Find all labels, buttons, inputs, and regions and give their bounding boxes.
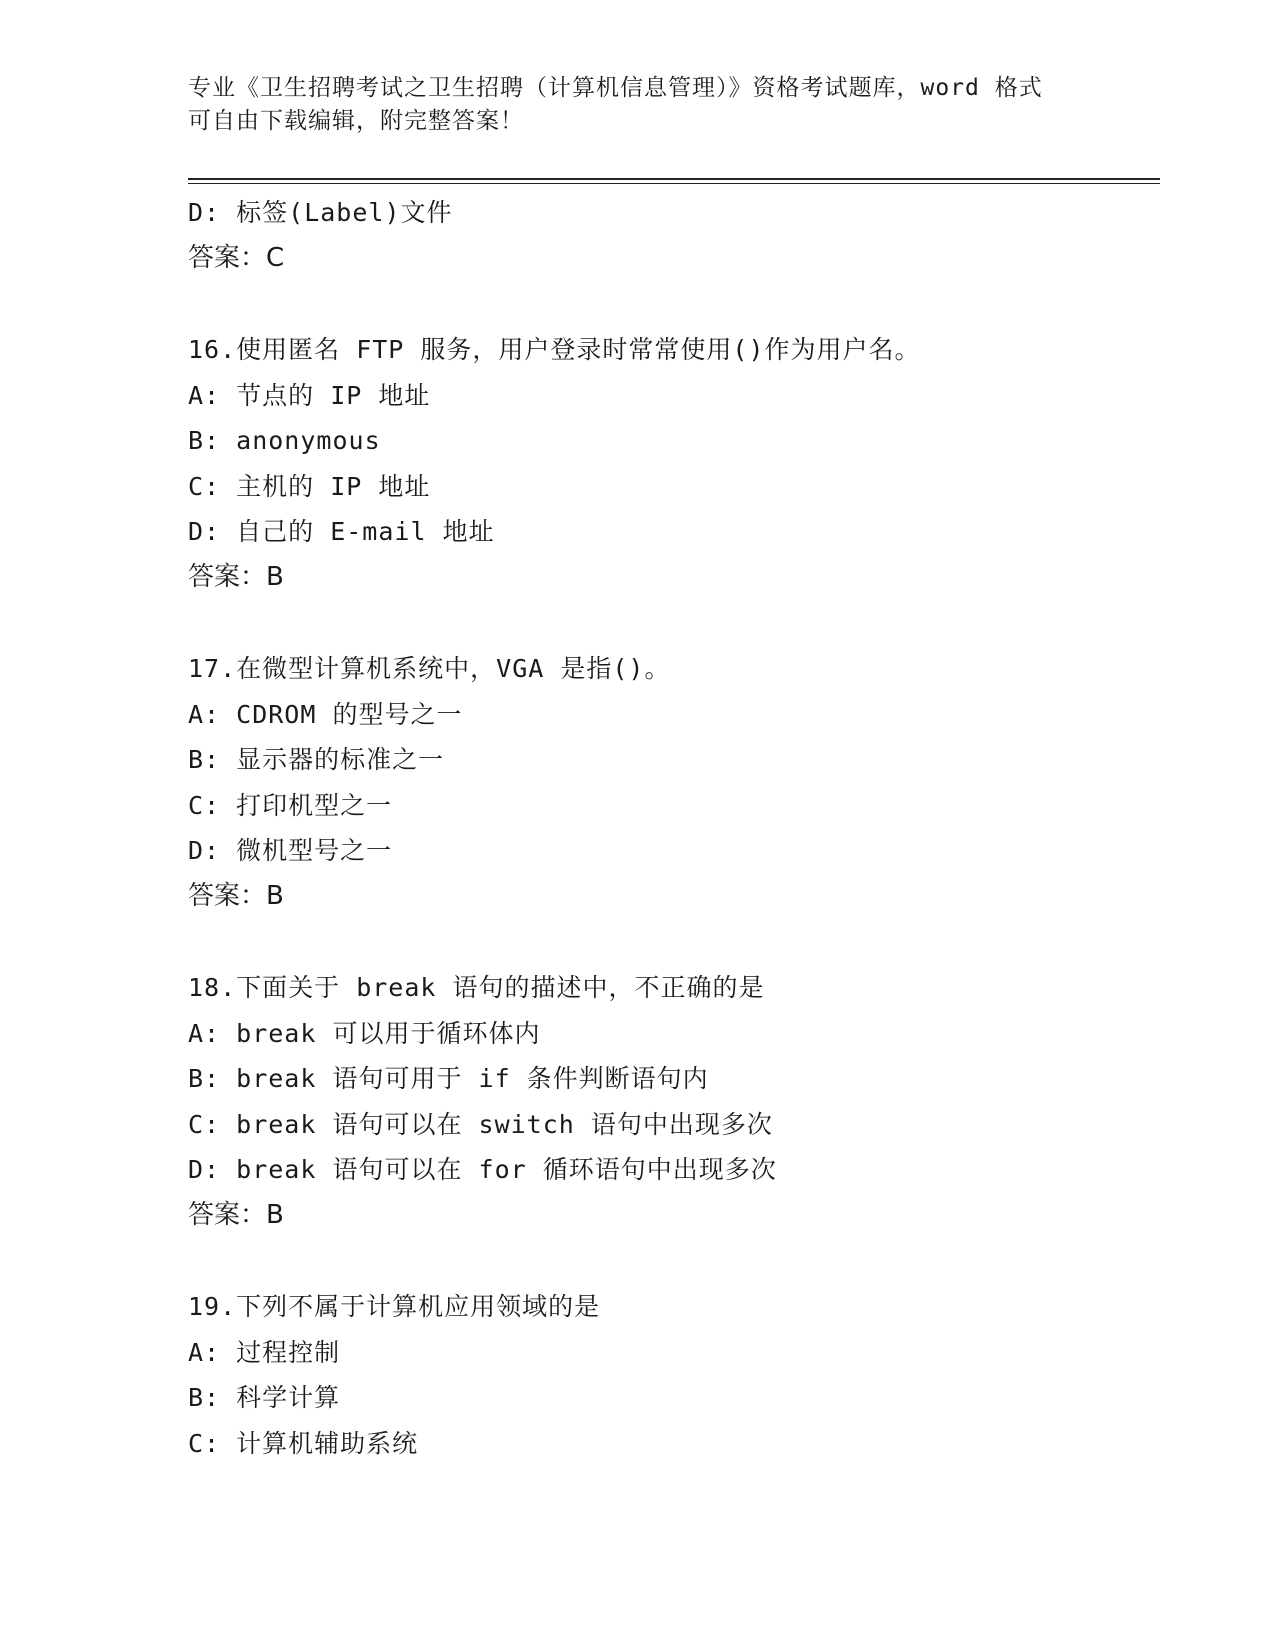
question-18-option-a: A: break 可以用于循环体内 bbox=[188, 1018, 541, 1048]
header-divider-thin bbox=[188, 183, 1160, 184]
question-16-option-a: A: 节点的 IP 地址 bbox=[188, 380, 431, 410]
option-d: D: 标签(Label)文件 bbox=[188, 198, 453, 227]
question-19-option-a: A: 过程控制 bbox=[188, 1337, 341, 1367]
answer: 答案：C bbox=[188, 242, 285, 273]
question-19-option-b: B: 科学计算 bbox=[188, 1383, 341, 1412]
question-18-option-d: D: break 语句可以在 for 循环语句中出现多次 bbox=[188, 1155, 777, 1184]
header-line-1: 专业《卫生招聘考试之卫生招聘（计算机信息管理）》资格考试题库，word 格式 bbox=[188, 75, 1043, 101]
question-list bbox=[188, 190, 1168, 1466]
spacer bbox=[188, 600, 1168, 646]
header-line-2: 可自由下载编辑，附完整答案！ bbox=[188, 108, 524, 134]
question-18-text: 18.下面关于 break 语句的描述中，不正确的是 bbox=[188, 973, 765, 1002]
question-16-option-b: B: anonymous bbox=[188, 426, 381, 455]
question-16-answer: 答案：B bbox=[188, 561, 284, 592]
question-19-text: 19.下列不属于计算机应用领域的是 bbox=[188, 1292, 601, 1321]
question-17-option-d: D: 微机型号之一 bbox=[188, 836, 393, 865]
spacer bbox=[188, 919, 1168, 965]
page-header bbox=[188, 72, 1088, 138]
question-17-text: 17.在微型计算机系统中，VGA 是指()。 bbox=[188, 654, 671, 683]
question-17-option-c: C: 打印机型之一 bbox=[188, 790, 393, 820]
header-divider-thick bbox=[188, 178, 1160, 180]
question-16-option-d: D: 自己的 E-mail 地址 bbox=[188, 517, 495, 546]
question-17-option-b: B: 显示器的标准之一 bbox=[188, 745, 445, 774]
spacer bbox=[188, 1238, 1168, 1284]
question-18-answer: 答案：B bbox=[188, 1199, 284, 1230]
question-16-option-c: C: 主机的 IP 地址 bbox=[188, 471, 431, 501]
question-17-answer: 答案：B bbox=[188, 880, 284, 911]
question-16-text: 16.使用匿名 FTP 服务，用户登录时常常使用()作为用户名。 bbox=[188, 335, 921, 364]
question-19-option-c: C: 计算机辅助系统 bbox=[188, 1428, 419, 1458]
question-17-option-a: A: CDROM 的型号之一 bbox=[188, 699, 463, 729]
question-18-option-b: B: break 语句可用于 if 条件判断语句内 bbox=[188, 1064, 709, 1093]
question-18-option-c: C: break 语句可以在 switch 语句中出现多次 bbox=[188, 1109, 773, 1139]
spacer bbox=[188, 281, 1168, 327]
